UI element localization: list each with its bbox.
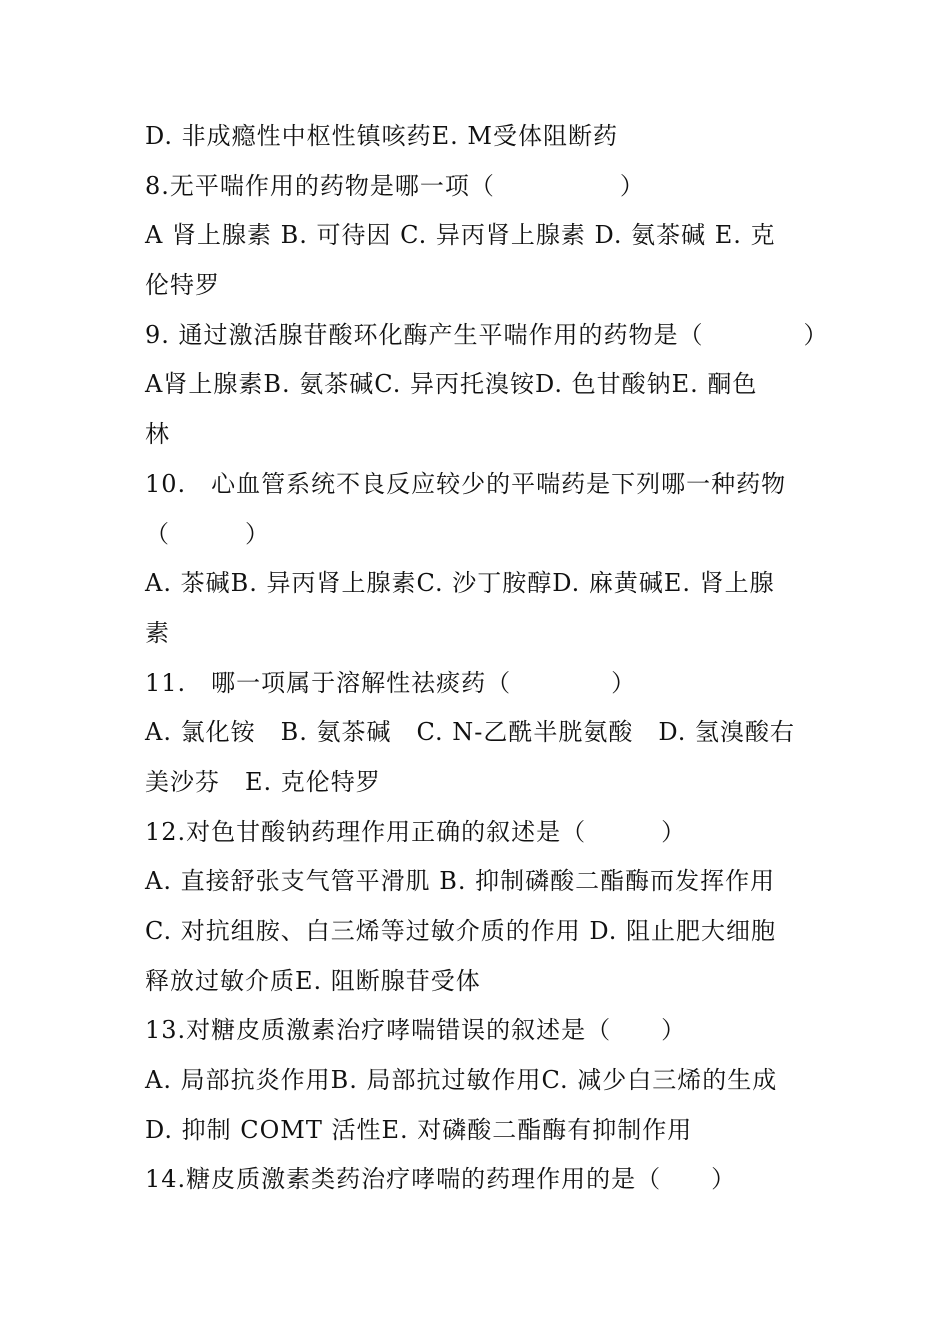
question-9-options-cont: 林 [145,420,170,449]
question-9-stem: 9. 通过激活腺苷酸环化酶产生平喘作用的药物是（ ） [145,320,829,349]
question-11-stem: 11. 哪一项属于溶解性祛痰药（ ） [145,668,637,697]
question-12-options: A. 直接舒张支气管平滑肌 B. 抑制磷酸二酯酶而发挥作用 [145,867,776,896]
question-10-stem-cont: （ ） [145,519,270,548]
question-13-stem: 13.对糖皮质激素治疗哮喘错误的叙述是（ ） [145,1016,687,1045]
question-9-options: A肾上腺素B. 氨茶碱C. 异丙托溴铵D. 色甘酸钠E. 酮色 [145,370,758,399]
question-11-options-cont: 美沙芬 E. 克伦特罗 [145,767,381,796]
question-10-options-cont: 素 [145,618,170,647]
question-13-options-cont: D. 抑制 COMT 活性E. 对磷酸二酯酶有抑制作用 [145,1115,693,1144]
question-8-stem: 8.无平喘作用的药物是哪一项（ ） [145,171,645,200]
question-12-stem: 12.对色甘酸钠药理作用正确的叙述是（ ） [145,817,687,846]
question-10-stem: 10. 心血管系统不良反应较少的平喘药是下列哪一种药物 [145,469,787,498]
question-8-options: A 肾上腺素 B. 可待因 C. 异丙肾上腺素 D. 氨茶碱 E. 克 [145,221,776,250]
question-13-options: A. 局部抗炎作用B. 局部抗过敏作用C. 减少白三烯的生成 [145,1066,778,1095]
document-body [145,112,829,1205]
question-12-options-cont: C. 对抗组胺、白三烯等过敏介质的作用 D. 阻止肥大细胞 [145,917,777,945]
question-14-stem: 14.糖皮质激素类药治疗哮喘的药理作用的是（ ） [145,1165,737,1194]
question-11-options: A. 氯化铵 B. 氨茶碱 C. N-乙酰半胱氨酸 D. 氢溴酸右 [145,718,796,747]
question-8-options-cont: 伦特罗 [145,271,220,300]
question-12-options-cont: 释放过敏介质E. 阻断腺苷受体 [145,966,481,995]
text-line: D. 非成瘾性中枢性镇咳药E. M受体阻断药 [145,122,618,150]
question-10-options: A. 茶碱B. 异丙肾上腺素C. 沙丁胺醇D. 麻黄碱E. 肾上腺 [145,569,775,598]
